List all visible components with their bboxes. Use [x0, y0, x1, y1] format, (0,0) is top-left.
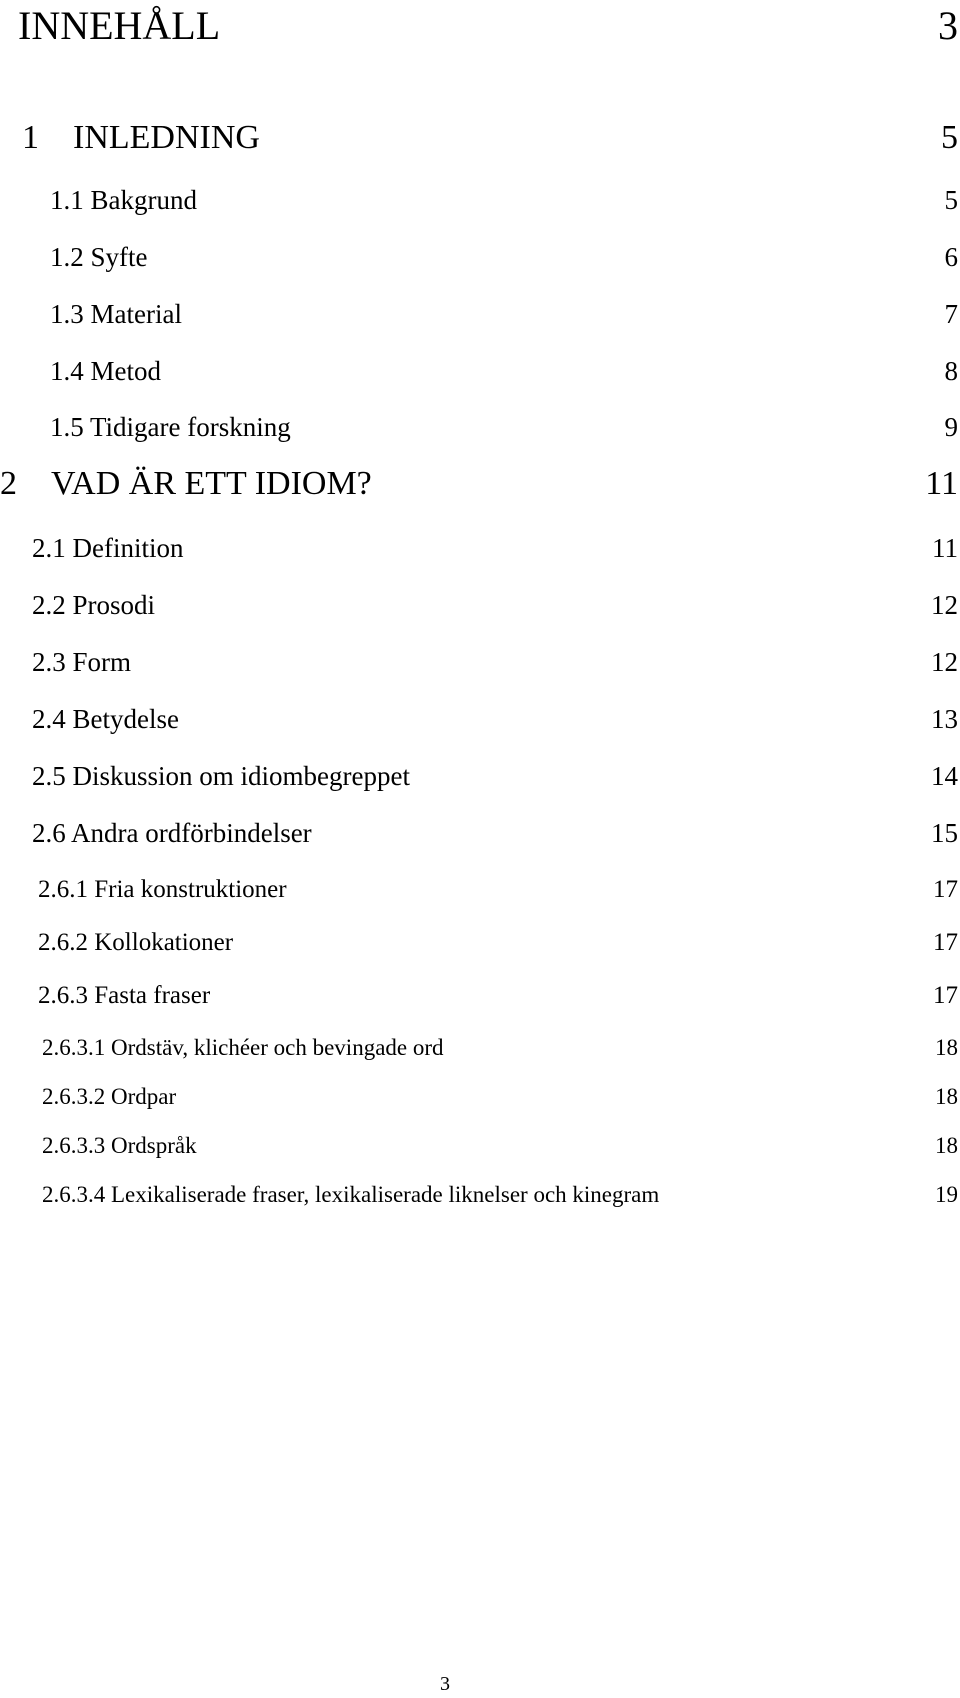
- toc-entry-page: 17: [933, 929, 958, 956]
- toc-entry-page: 17: [933, 876, 958, 903]
- toc-entry-2-2[interactable]: [0, 589, 960, 623]
- toc-entry-page: 19: [935, 1182, 958, 1207]
- toc-entry-page: 17: [933, 982, 958, 1009]
- toc-entry-2-3[interactable]: [0, 646, 960, 680]
- toc-entry-1-2[interactable]: [0, 241, 960, 275]
- toc-entry-2-5[interactable]: [0, 760, 960, 794]
- toc-entry-label: [0, 464, 372, 504]
- toc-entry-label: 1.2 Syfte: [50, 242, 148, 272]
- toc-entry-label: 1.3 Material: [50, 299, 182, 329]
- toc-entry-2-1[interactable]: [0, 532, 960, 566]
- toc-entry-page: 8: [944, 356, 958, 386]
- toc-entry-2-6-2[interactable]: [0, 928, 960, 960]
- toc-entry-1-3[interactable]: [0, 298, 960, 332]
- toc-entry-page: 6: [944, 242, 958, 272]
- toc-entry-page: 5: [941, 119, 958, 156]
- toc-entry-label: 2.2 Prosodi: [32, 590, 156, 620]
- toc-entry-2-6[interactable]: [0, 817, 960, 851]
- toc-title-page: 3: [938, 3, 958, 48]
- toc-entry-label: 1.4 Metod: [50, 356, 161, 386]
- toc-entry-label: 2.6.2 Kollokationer: [38, 929, 234, 956]
- toc-entry-page: 11: [932, 533, 958, 563]
- toc-entry-label: 2.1 Definition: [32, 533, 184, 563]
- toc-entry-2-6-3-1[interactable]: [0, 1034, 960, 1064]
- toc-entry-1-1[interactable]: [0, 184, 960, 218]
- toc-entry-page: 13: [931, 704, 958, 734]
- toc-heading-row: [18, 0, 960, 60]
- chapter-number: 2: [0, 465, 17, 502]
- toc-entry-label: 2.5 Diskussion om idiombegreppet: [32, 761, 410, 791]
- toc-entry-label: [22, 118, 260, 158]
- toc-entry-label: 2.6.3 Fasta fraser: [38, 982, 211, 1009]
- toc-entry-page: 9: [944, 412, 958, 442]
- toc-entry-2-6-1[interactable]: [0, 875, 960, 907]
- toc-entry-page: 18: [935, 1133, 958, 1158]
- toc-entry-1-4[interactable]: [0, 355, 960, 389]
- toc-entry-page: 18: [935, 1035, 958, 1060]
- toc-entry-2-6-3[interactable]: [0, 981, 960, 1013]
- toc-entry-chapter-2[interactable]: [0, 464, 960, 508]
- toc-entry-2-6-3-4[interactable]: [0, 1181, 960, 1211]
- toc-entry-label: 1.1 Bakgrund: [50, 185, 197, 215]
- toc-entry-page: 18: [935, 1084, 958, 1109]
- toc-entry-page: 14: [931, 761, 958, 791]
- toc-entry-page: 5: [944, 185, 958, 215]
- toc-entry-label: 2.6.3.2 Ordpar: [42, 1084, 177, 1109]
- toc-entry-page: 15: [931, 818, 958, 848]
- toc-entry-2-6-3-2[interactable]: [0, 1083, 960, 1113]
- chapter-number: 1: [22, 119, 39, 156]
- toc-entry-chapter-1[interactable]: [0, 118, 960, 162]
- toc-entry-page: 12: [931, 647, 958, 677]
- toc-entry-label: 2.6.1 Fria konstruktioner: [38, 876, 287, 903]
- toc-entry-label: 2.6.3.3 Ordspråk: [42, 1133, 197, 1158]
- page-number-footer: 3: [440, 1673, 450, 1695]
- toc-entry-label: 1.5 Tidigare forskning: [50, 412, 291, 442]
- toc-entry-page: 12: [931, 590, 958, 620]
- toc-entry-2-6-3-3[interactable]: [0, 1132, 960, 1162]
- chapter-title: VAD ÄR ETT IDIOM?: [51, 465, 372, 502]
- toc-entry-label: 2.3 Form: [32, 647, 132, 677]
- toc-entry-label: 2.6.3.1 Ordstäv, klichéer och bevingade ord: [42, 1035, 444, 1060]
- toc-entry-2-4[interactable]: [0, 703, 960, 737]
- chapter-title: INLEDNING: [73, 119, 260, 156]
- toc-entry-label: 2.6.3.4 Lexikaliserade fraser, lexikaliserade liknelser och kinegram: [42, 1182, 660, 1207]
- toc-title: INNEHÅLL: [18, 3, 221, 48]
- toc-entry-page: 11: [925, 465, 958, 502]
- toc-entry-1-5[interactable]: [0, 411, 960, 445]
- toc-entry-page: 7: [944, 299, 958, 329]
- toc-entry-label: 2.4 Betydelse: [32, 704, 179, 734]
- toc-entry-label: 2.6 Andra ordförbindelser: [32, 818, 312, 848]
